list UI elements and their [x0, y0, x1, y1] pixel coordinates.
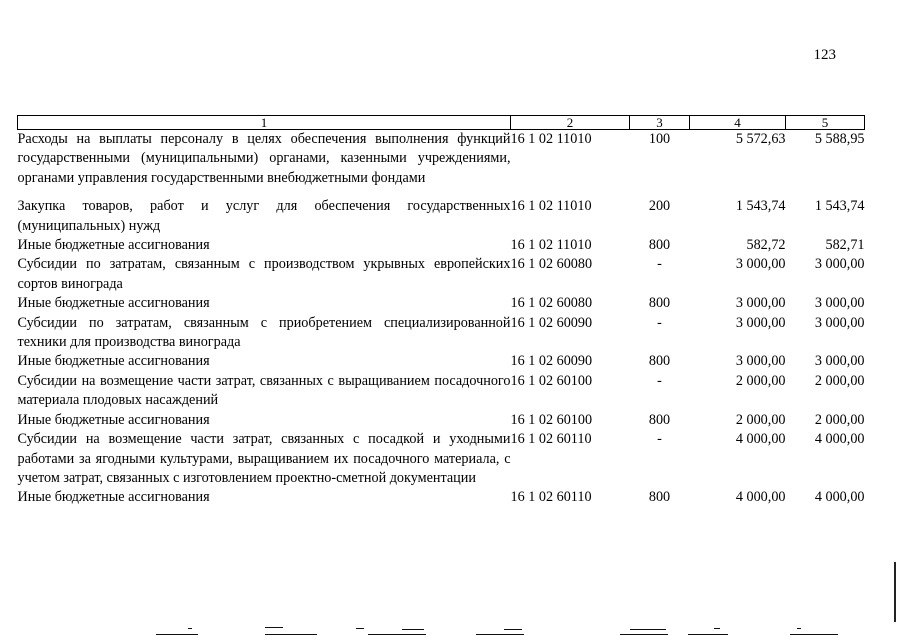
amount-col4: 4 000,00 [735, 489, 786, 506]
target-code: 16 1 02 60110 [510, 489, 592, 506]
amount-col4: 5 572,63 [735, 131, 786, 147]
target-code: 16 1 02 60100 [510, 372, 593, 389]
amount-col5: 2 000,00 [814, 411, 865, 428]
budget-table [17, 115, 865, 508]
expense-name: Иные бюджетные ассигнования [17, 237, 210, 254]
table-row [18, 314, 865, 353]
amount-col4: 2 000,00 [735, 411, 786, 428]
page-number: 123 [813, 47, 836, 63]
table-row [18, 488, 865, 507]
target-code: 16 1 02 60080 [510, 256, 593, 273]
table-body [18, 130, 865, 508]
scan-mark [265, 627, 283, 628]
amount-col4: 4 000,00 [735, 431, 786, 448]
header-row [18, 116, 865, 130]
expense-name: Субсидии по затратам, связанным с приобретением специализированной техники для производства винограда [17, 314, 511, 351]
expense-type: 100 [648, 131, 671, 147]
expense-type: 200 [648, 198, 671, 215]
table-row [18, 352, 865, 371]
table-header [18, 116, 865, 130]
scan-mark [504, 629, 522, 630]
target-code: 16 1 02 11010 [510, 198, 592, 215]
expense-type: - [657, 256, 662, 273]
table-row [18, 294, 865, 313]
target-code: 16 1 02 60100 [510, 411, 593, 428]
target-code: 16 1 02 11010 [510, 237, 592, 254]
table-row [18, 430, 865, 488]
amount-col5: 582,71 [825, 237, 865, 254]
expense-type: - [657, 431, 662, 448]
header-cell-4: 4 [690, 116, 786, 130]
expense-type: 800 [648, 489, 671, 506]
table-row [18, 197, 865, 236]
expense-name: Иные бюджетные ассигнования [17, 489, 210, 506]
expense-type: 800 [648, 295, 671, 312]
scan-mark [797, 628, 801, 629]
table-row [18, 236, 865, 255]
expense-name: Иные бюджетные ассигнования [17, 353, 210, 370]
expense-name: Иные бюджетные ассигнования [17, 411, 210, 428]
scan-mark [714, 628, 720, 629]
amount-col4: 2 000,00 [735, 372, 786, 389]
scan-mark [368, 634, 426, 635]
amount-col5: 5 588,95 [814, 131, 865, 147]
table-row [18, 130, 865, 198]
amount-col4: 3 000,00 [735, 353, 786, 370]
expense-name: Субсидии на возмещение части затрат, связанных с посадкой и уходными работами за ягодными культурами, выращиванием их посадочного материала, с учетом затрат, связанных с изготовлением проектно-сметной документации [17, 431, 511, 486]
header-cell-5: 5 [786, 116, 865, 130]
expense-name: Субсидии на возмещение части затрат, связанных с выращиванием посадочного материала плодовых насаждений [17, 372, 511, 409]
scan-mark [265, 634, 317, 635]
expense-name: Субсидии по затратам, связанным с производством укрывных европейских сортов винограда [17, 256, 511, 292]
target-code: 16 1 02 60090 [510, 314, 593, 331]
scan-mark [620, 634, 668, 635]
amount-col5: 3 000,00 [814, 353, 865, 370]
expense-type: - [657, 314, 662, 331]
expense-name: Расходы на выплаты персоналу в целях обеспечения выполнения функций государственными (муниципальными) органами, казенными учреждениями, органами управления государственными внебюджетными фондами [17, 131, 511, 186]
target-code: 16 1 02 60090 [510, 353, 593, 370]
scan-mark [402, 629, 424, 630]
expense-type: - [657, 372, 662, 389]
amount-col4: 582,72 [746, 237, 786, 254]
amount-col5: 3 000,00 [814, 295, 865, 312]
expense-type: 800 [648, 411, 671, 428]
table-row [18, 411, 865, 430]
table-row [18, 372, 865, 411]
header-cell-3: 3 [630, 116, 690, 130]
amount-col5: 4 000,00 [814, 489, 865, 506]
amount-col4: 3 000,00 [735, 314, 786, 331]
scan-mark [188, 628, 192, 629]
scan-mark [688, 634, 728, 635]
scan-edge-line [894, 562, 896, 622]
expense-name: Иные бюджетные ассигнования [17, 295, 210, 312]
amount-col4: 3 000,00 [735, 256, 786, 273]
scan-mark [630, 629, 666, 630]
expense-type: 800 [648, 237, 671, 254]
amount-col5: 3 000,00 [814, 314, 865, 331]
expense-name: Закупка товаров, работ и услуг для обеспечения государственных (муниципальных) нужд [17, 198, 511, 234]
amount-col4: 3 000,00 [735, 295, 786, 312]
amount-col4: 1 543,74 [735, 198, 786, 215]
table-row [18, 255, 865, 294]
scan-mark [790, 634, 838, 635]
scan-mark [476, 634, 524, 635]
target-code: 16 1 02 60080 [510, 295, 593, 312]
amount-col5: 2 000,00 [814, 372, 865, 389]
amount-col5: 1 543,74 [814, 198, 865, 215]
header-cell-2: 2 [511, 116, 630, 130]
scan-mark [156, 634, 198, 635]
target-code: 16 1 02 60110 [510, 431, 592, 448]
amount-col5: 4 000,00 [814, 431, 865, 448]
header-cell-1: 1 [18, 116, 511, 130]
scan-mark [356, 628, 364, 629]
amount-col5: 3 000,00 [814, 256, 865, 273]
expense-type: 800 [648, 353, 671, 370]
target-code: 16 1 02 11010 [510, 131, 592, 147]
